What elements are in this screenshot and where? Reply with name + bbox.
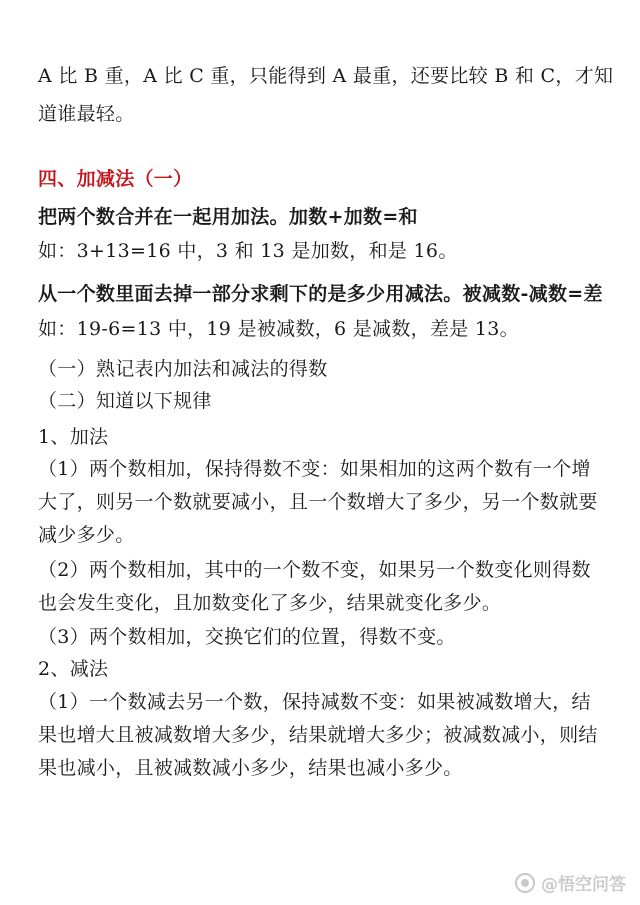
intro-line-2: 道谁最轻。 <box>38 103 135 125</box>
subtraction-rule-1-line-3: 果也减小，且被减数减小多少，结果也减小多少。 <box>38 757 463 779</box>
addition-example: 如：3+13=16 中，3 和 13 是加数，和是 16。 <box>38 240 458 262</box>
item-two: （二）知道以下规律 <box>38 390 212 412</box>
intro-line-1: A 比 B 重，A 比 C 重，只能得到 A 最重，还要比较 B 和 C，才知 <box>38 65 614 87</box>
section-heading: 四、加减法（一） <box>38 168 193 190</box>
subtraction-definition: 从一个数里面去掉一部分求剩下的是多少用减法。被减数-减数=差 <box>38 283 603 305</box>
addition-rule-2-line-1: （2）两个数相加，其中的一个数不变，如果另一个数变化则得数 <box>38 559 591 581</box>
addition-rule-1-line-2: 大了，则另一个数就要减小，且一个数增大了多少，另一个数就要 <box>38 491 598 513</box>
addition-title: 1、加法 <box>38 426 109 448</box>
subtraction-rule-1-line-2: 果也增大且被减数增大多少，结果就增大多少；被减数减小，则结 <box>38 724 598 746</box>
addition-rule-2-line-2: 也会发生变化，且加数变化了多少，结果就变化多少。 <box>38 592 502 614</box>
subtraction-example: 如：19-6=13 中，19 是被减数，6 是减数，差是 13。 <box>38 318 519 340</box>
watermark <box>515 870 626 895</box>
watermark-text: @悟空问答 <box>541 875 626 895</box>
addition-rule-1-line-3: 减少多少。 <box>38 524 135 546</box>
item-one: （一）熟记表内加法和减法的得数 <box>38 358 328 380</box>
addition-definition: 把两个数合并在一起用加法。加数+加数=和 <box>38 206 418 228</box>
addition-rule-1-line-1: （1）两个数相加，保持得数不变：如果相加的这两个数有一个增 <box>38 458 591 480</box>
subtraction-rule-1-line-1: （1）一个数减去另一个数，保持减数不变：如果被减数增大，结 <box>38 691 591 713</box>
addition-rule-3: （3）两个数相加，交换它们的位置，得数不变。 <box>38 626 456 648</box>
subtraction-title: 2、减法 <box>38 658 109 680</box>
wukong-logo-icon <box>515 873 535 893</box>
